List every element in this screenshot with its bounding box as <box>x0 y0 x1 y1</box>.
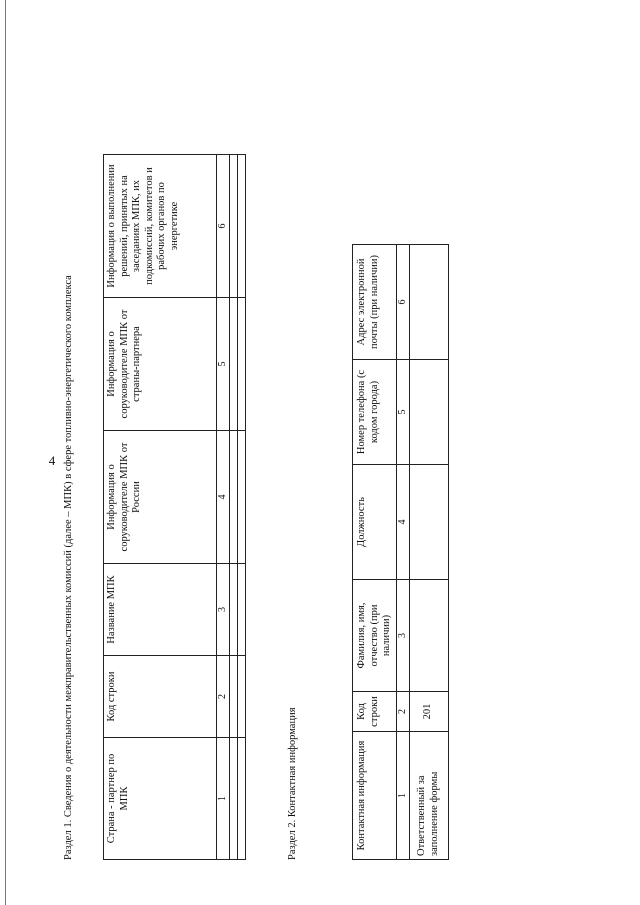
section2-table <box>352 244 449 860</box>
phone-cell <box>409 360 448 465</box>
header-cell: Информация о выполнении решений, принятых на заседаниях МПК, их подкомиссий, комитетов и рабочих органов по энергетике <box>104 155 217 298</box>
section1-header-row <box>104 155 217 860</box>
empty-cell <box>230 564 238 656</box>
header-cell: Должность <box>353 465 397 580</box>
header-cell: Номер телефона (с кодом города) <box>353 360 397 465</box>
header-cell: Адрес электронной почты (при наличии) <box>353 245 397 360</box>
header-cell: Информация о соруководителе МПК от России <box>104 431 217 564</box>
header-cell: Код строки <box>353 692 397 732</box>
column-number: 3 <box>217 564 230 656</box>
position-cell <box>409 465 448 580</box>
empty-cell <box>230 738 238 860</box>
column-number: 1 <box>217 738 230 860</box>
column-number: 5 <box>396 360 409 465</box>
section1-empty-row <box>230 155 238 860</box>
column-number: 6 <box>217 155 230 298</box>
column-number: 4 <box>396 465 409 580</box>
email-cell <box>409 245 448 360</box>
contact-info-cell: Ответственный за заполнение формы <box>409 732 448 860</box>
page-number: 4 <box>48 453 56 468</box>
section2-data-row <box>409 245 448 860</box>
fio-cell <box>409 580 448 692</box>
page-edge-line <box>5 0 6 905</box>
empty-cell <box>230 431 238 564</box>
section2-title: Раздел 2. Контактная информация <box>287 707 298 860</box>
header-cell: Код строки <box>104 656 217 738</box>
empty-cell <box>238 155 246 298</box>
empty-cell <box>230 656 238 738</box>
empty-cell <box>230 155 238 298</box>
empty-cell <box>230 298 238 431</box>
section1-title: Раздел 1. Сведения о деятельности межправительственных комиссий (далее – МПК) в сфере топливно-энергетического комплекса <box>63 275 74 860</box>
section2-header-row <box>353 245 397 860</box>
header-cell: Информация о соруководителе МПК от страны-партнера <box>104 298 217 431</box>
empty-cell <box>238 298 246 431</box>
header-cell: Фамилия, имя, отчество (при наличии) <box>353 580 397 692</box>
column-number: 4 <box>217 431 230 564</box>
section1-number-row <box>217 155 230 860</box>
column-number: 2 <box>396 692 409 732</box>
empty-cell <box>238 656 246 738</box>
header-cell: Название МПК <box>104 564 217 656</box>
column-number: 1 <box>396 732 409 860</box>
empty-cell <box>238 564 246 656</box>
column-number: 2 <box>217 656 230 738</box>
column-number: 3 <box>396 580 409 692</box>
column-number: 6 <box>396 245 409 360</box>
row-code-cell: 201 <box>409 692 448 732</box>
section1-table <box>103 154 246 860</box>
empty-cell <box>238 431 246 564</box>
section2-number-row <box>396 245 409 860</box>
header-cell: Контактная информация <box>353 732 397 860</box>
empty-cell <box>238 738 246 860</box>
section1-empty-row <box>238 155 246 860</box>
column-number: 5 <box>217 298 230 431</box>
rotated-page-content <box>55 90 440 860</box>
header-cell: Страна - партнер по МПК <box>104 738 217 860</box>
